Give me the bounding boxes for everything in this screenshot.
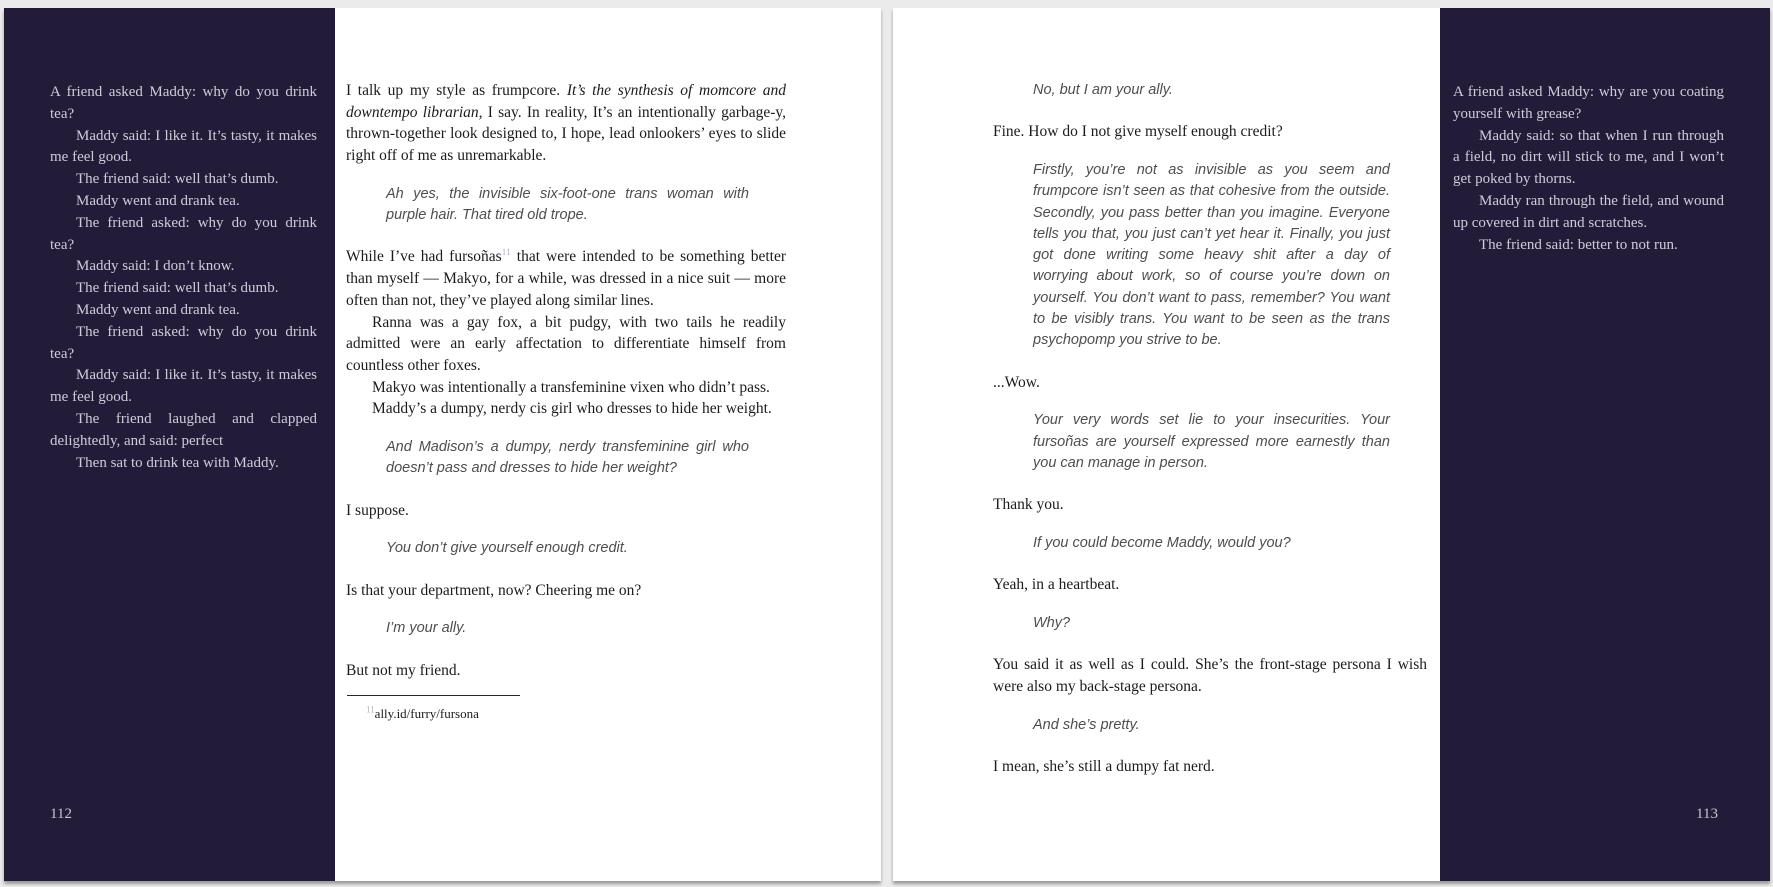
- right-margin-story-panel: [1440, 8, 1770, 881]
- inner-voice-quote: And Madison’s a dumpy, nerdy transfeminine girl who doesn’t pass and dresses to hide her weight?: [386, 439, 749, 477]
- inner-voice-quote: And she’s pretty.: [1033, 716, 1140, 733]
- inner-voice-quote: I’m your ally.: [386, 620, 467, 637]
- inner-voice-quote: Firstly, you’re not as invisible as you seem and frumpcore isn’t seen as that cohesive from the outside. Secondly, you pass better than you imagine. Everyone tells you that, you just can’t yet hear it. Finally, you just got done writing some heavy shit after a day of worrying about work, so of course you’re down on yourself. You don’t want to pass, remember? You want to be visibly trans. You want to be seen as the trans psychopomp you strive to be.: [1033, 162, 1390, 349]
- text-run: I say. In reality, It’s an intentionally garbage-y, thrown-together look designed to, I hope, lead onlookers’ eyes to slide right off of me as unremarkable.: [346, 103, 786, 165]
- margin-story-paragraph: Maddy ran through the field, and wound up covered in dirt and scratches.: [1453, 192, 1724, 231]
- margin-story-paragraph: The friend asked: why do you drink tea?: [50, 323, 317, 362]
- margin-story-paragraph: The friend said: better to not run.: [1479, 236, 1678, 253]
- margin-story-paragraph: Maddy went and drank tea.: [76, 192, 240, 209]
- footnote-rule: [347, 695, 520, 696]
- margin-story-paragraph: Maddy went and drank tea.: [76, 301, 240, 318]
- margin-story-paragraph: The friend asked: why do you drink tea?: [50, 214, 317, 253]
- margin-story-paragraph: The friend said: well that’s dumb.: [76, 280, 279, 297]
- text-run: While I’ve had fursoñas: [346, 248, 502, 266]
- body-paragraph: Makyo was intentionally a transfeminine vixen who didn’t pass.: [372, 378, 770, 396]
- text-run: that were intended to be something better than myself — Makyo, for a while, was dressed in a nice suit — more often than not, they’ve played along similar lines.: [346, 248, 786, 309]
- margin-story-paragraph: Then sat to drink tea with Maddy.: [76, 454, 279, 471]
- footnote-url[interactable]: ally.id/furry/fursona: [374, 706, 479, 722]
- two-page-spread: [4, 8, 1770, 881]
- left-margin-story-panel: [4, 8, 335, 881]
- body-paragraph: Ranna was a gay fox, a bit pudgy, with two tails he readily admitted were an early affectation to differentiate himself from countless other foxes.: [346, 313, 786, 374]
- margin-story-paragraph: Maddy said: I don’t know.: [76, 258, 235, 275]
- inner-voice-quote: Your very words set lie to your insecurities. Your fursoñas are yourself expressed more earnestly than you can manage in person.: [1033, 412, 1390, 471]
- right-page: [893, 8, 1770, 881]
- footnote-block: [346, 695, 786, 725]
- page-number: 113: [1696, 806, 1718, 822]
- left-page: [4, 8, 881, 881]
- dialogue-line: I mean, she’s still a dumpy fat nerd.: [993, 757, 1215, 775]
- inner-voice-quote: No, but I am your ally.: [1033, 82, 1173, 98]
- footnote-line: [346, 703, 786, 725]
- dialogue-line: But not my friend.: [346, 661, 461, 679]
- dialogue-line: Is that your department, now? Cheering me on?: [346, 581, 642, 599]
- dialogue-line: Yeah, in a heartbeat.: [993, 576, 1120, 594]
- body-paragraph: [346, 246, 786, 311]
- margin-story-paragraph: A friend asked Maddy: why are you coating yourself with grease?: [1453, 84, 1724, 122]
- inner-voice-quote: Ah yes, the invisible six-foot-one trans woman with purple hair. That tired old trope.: [386, 185, 749, 224]
- margin-story-paragraph: The friend laughed and clapped delightedly, and said: perfect: [50, 410, 317, 449]
- left-page-body: [346, 8, 786, 881]
- dialogue-line: You said it as well as I could. She’s the front-stage persona I wish were also my back-stage persona.: [993, 656, 1427, 695]
- inner-voice-quote: If you could become Maddy, would you?: [1033, 534, 1291, 551]
- dialogue-line: ...Wow.: [993, 373, 1040, 391]
- page-number: 112: [50, 806, 72, 822]
- text-run: I talk up my style as frumpcore.: [346, 82, 567, 99]
- dialogue-line: I suppose.: [346, 501, 409, 519]
- right-page-body: [993, 8, 1427, 881]
- margin-story-paragraph: Maddy said: I like it. It’s tasty, it makes me feel good.: [50, 127, 317, 166]
- margin-story-paragraph: Maddy said: I like it. It’s tasty, it makes me feel good.: [50, 367, 317, 406]
- italic-run: It’s the synthesis of momcore and downtempo librarian,: [346, 82, 786, 121]
- body-paragraph: [346, 80, 786, 167]
- inner-voice-quote: Why?: [1033, 614, 1071, 631]
- dialogue-line: Thank you.: [993, 496, 1064, 514]
- margin-story-paragraph: The friend said: well that’s dumb.: [76, 171, 279, 188]
- footnote-marker: 11: [366, 705, 375, 715]
- dialogue-line: Fine. How do I not give myself enough credit?: [993, 123, 1283, 141]
- footnote-reference[interactable]: 11: [501, 248, 511, 259]
- body-paragraph: Maddy’s a dumpy, nerdy cis girl who dresses to hide her weight.: [372, 400, 772, 418]
- margin-story-paragraph: A friend asked Maddy: why do you drink tea?: [50, 84, 317, 122]
- inner-voice-quote: You don’t give yourself enough credit.: [386, 540, 628, 557]
- margin-story-paragraph: Maddy said: so that when I run through a field, no dirt will stick to me, and I won’t get poked by thorns.: [1453, 127, 1724, 188]
